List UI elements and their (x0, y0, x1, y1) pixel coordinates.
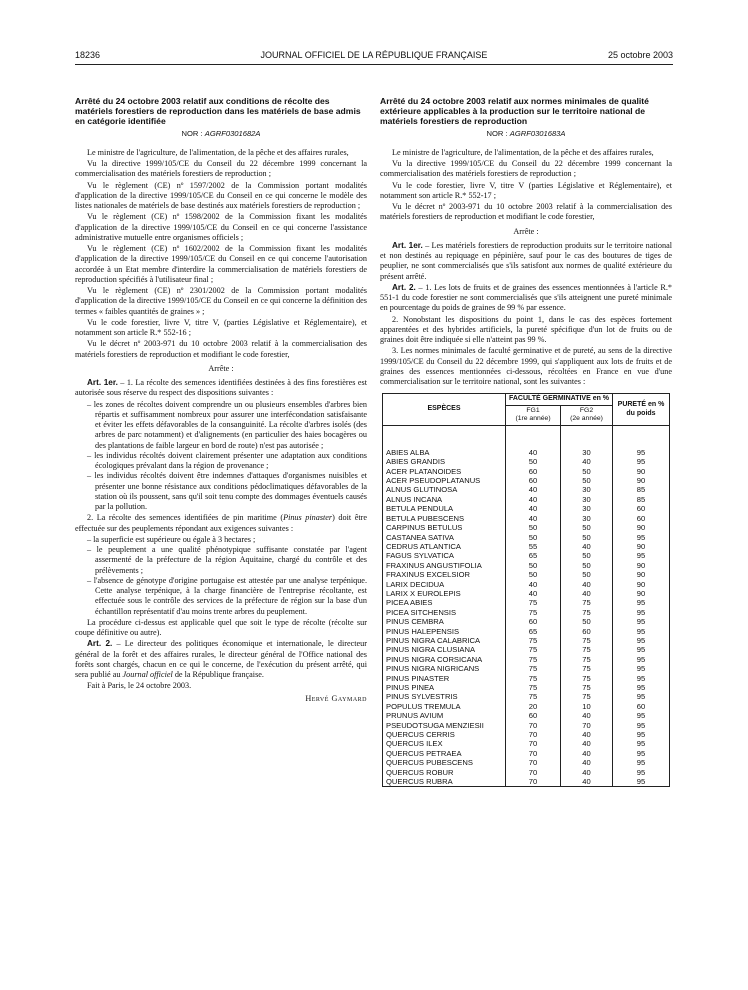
fg2-cell: 75 (561, 645, 613, 654)
article-1 (380, 241, 672, 282)
fg2-cell: 40 (561, 758, 613, 767)
table-row (383, 749, 670, 758)
table-row (383, 570, 670, 579)
col-header-purity: PURETÉ en % du poids (613, 394, 670, 426)
purity-cell: 90 (613, 561, 670, 570)
purity-cell: 95 (613, 551, 670, 560)
purity-cell: 95 (613, 749, 670, 758)
fg1-cell: 50 (506, 523, 561, 532)
fg1-cell: 50 (506, 457, 561, 466)
species-cell: PRUNUS AVIUM (383, 711, 506, 720)
fg1-cell: 40 (506, 504, 561, 513)
purity-cell: 90 (613, 476, 670, 485)
fg2-cell: 75 (561, 636, 613, 645)
list-item: – le peuplement a une qualité phénotypique suffisante constatée par l'agent assermenté de la préfecture de la région Aquitaine, chargé du contrôle et des prélèvements ; (87, 545, 367, 575)
issue-date: 25 octobre 2003 (607, 50, 673, 60)
fg2-cell: 75 (561, 683, 613, 692)
fg1-cell: 75 (506, 664, 561, 673)
fg1-cell: 70 (506, 749, 561, 758)
fg1-cell: 75 (506, 692, 561, 701)
visa-paragraph: Vu le décret nº 2003-971 du 10 octobre 2003 relatif à la commercialisation des matériels forestiers de reproduction et modifiant le code forestier, (380, 202, 672, 222)
fg2-cell: 75 (561, 664, 613, 673)
col-header-germination: FACULTÉ GERMINATIVE en % (506, 394, 613, 406)
purity-cell: 95 (613, 448, 670, 457)
fg2-cell: 10 (561, 702, 613, 711)
visa-paragraph: Le ministre de l'agriculture, de l'alimentation, de la pêche et des affaires rurales, (392, 147, 654, 157)
fg2-cell: 40 (561, 589, 613, 598)
visa-paragraph: Vu le code forestier, livre V, titre V, (parties Législative et Réglementaire), et notamment son article R.* 552-16 ; (75, 317, 367, 338)
fg1-cell: 70 (506, 768, 561, 777)
col-header-fg1: FG1 (1re année) (506, 405, 561, 425)
fg1-cell: 65 (506, 627, 561, 636)
article-text: – 1. Les lots de fruits et de graines des essences mentionnées à l'article R.* 551-1 du code forestier ne sont commercialisés que s'ils atteignent une pureté minimale en pourcentage du poids de graines de 99 % par essence. (380, 282, 672, 313)
species-cell: ALNUS INCANA (383, 495, 506, 504)
table-row (383, 655, 670, 664)
fg2-cell: 40 (561, 768, 613, 777)
species-cell: QUERCUS ILEX (383, 739, 506, 748)
list-item: – les individus récoltés doivent être indemnes d'attaques d'organismes nuisibles et présenter une bonne résistance aux conditions pédoclimatiques défavorables de la station où ils poussent, sans qu'il soit tenu compte des dommages éventuels causés par la pollution. (87, 471, 367, 512)
table-row (383, 702, 670, 711)
purity-cell: 95 (613, 730, 670, 739)
table-row (383, 504, 670, 513)
requirements-list (75, 535, 367, 617)
fg1-cell: 40 (506, 448, 561, 457)
table-row (383, 721, 670, 730)
visa-paragraph: Vu le règlement (CE) nº 2301/2002 de la Commission portant modalités d'application de la directive 1999/105/CE du Conseil en ce qui concerne la définition des termes « faibles quantités de graines » ; (75, 286, 367, 316)
species-cell: PINUS NIGRA NIGRICANS (383, 664, 506, 673)
standards-table (382, 393, 670, 787)
purity-cell: 95 (613, 636, 670, 645)
article-label: Art. 2. (392, 282, 416, 292)
visa-paragraph: Vu le règlement (CE) nº 1598/2002 de la Commission fixant les modalités d'application de la directive 1999/105/CE du Conseil en ce qui concerne l'assistance administrative mutuelle entre organismes officiels ; (75, 212, 367, 242)
purity-cell: 95 (613, 683, 670, 692)
purity-cell: 90 (613, 589, 670, 598)
table-row (383, 485, 670, 494)
fg2-cell: 50 (561, 523, 613, 532)
species-cell: PINUS CEMBRA (383, 617, 506, 626)
fg1-cell: 75 (506, 655, 561, 664)
species-cell: PINUS NIGRA CORSICANA (383, 655, 506, 664)
table-row (383, 551, 670, 560)
purity-cell: 95 (613, 768, 670, 777)
article-2 (380, 283, 672, 314)
table-row (383, 608, 670, 617)
fg2-cell: 40 (561, 730, 613, 739)
species-cell: PINUS SYLVESTRIS (383, 692, 506, 701)
fg2-cell: 50 (561, 617, 613, 626)
fg1-cell: 40 (506, 495, 561, 504)
species-cell: QUERCUS PUBESCENS (383, 758, 506, 767)
table-row (383, 467, 670, 476)
done-at: Fait à Paris, le 24 octobre 2003. (87, 681, 192, 691)
list-item: – la superficie est supérieure ou égale à 3 hectares ; (87, 534, 256, 544)
species-cell: ALNUS GLUTINOSA (383, 485, 506, 494)
list-item: – l'absence de génotype d'origine portugaise est attestée par une analyse terpénique. Cette analyse terpénique, à la charge financière de l'entreprise récoltante, est effectuée sous le contrôle des services de la préfecture de région sur la base d'un échantillon représentatif d'au moins trente arbres du peuplement. (87, 575, 367, 616)
fg1-cell: 75 (506, 598, 561, 607)
table-row (383, 683, 670, 692)
species-cell: FAGUS SYLVATICA (383, 551, 506, 560)
table-row (383, 711, 670, 720)
left-decree-title: Arrêté du 24 octobre 2003 relatif aux conditions de récolte des matériels forestiers de reproduction dans les matériels de base admis en catégorie identifiée (75, 96, 361, 127)
table-row (383, 476, 670, 485)
nor-code: AGRF0301682A (204, 128, 261, 138)
fg1-cell: 20 (506, 702, 561, 711)
species-cell: PSEUDOTSUGA MENZIESII (383, 721, 506, 730)
col-header-fg2: FG2 (2e année) (561, 405, 613, 425)
fg2-cell: 40 (561, 457, 613, 466)
fg2-cell: 30 (561, 495, 613, 504)
fg2-cell: 75 (561, 608, 613, 617)
fg1-cell: 75 (506, 674, 561, 683)
table-row (383, 674, 670, 683)
species-cell: PINUS NIGRA CLUSIANA (383, 645, 506, 654)
fg2-cell: 40 (561, 542, 613, 551)
species-cell: PICEA SITCHENSIS (383, 608, 506, 617)
article-2-point-2: 2. Nonobstant les dispositions du point 1, dans le cas des espèces fortement apparentées et des hybrides artificiels, la pureté spécifique d'un lot de fruits ou de graines doit être indiquée si elle n'atteint pas 99 %. (380, 314, 672, 345)
table-row (383, 692, 670, 701)
fg1-cell: 70 (506, 777, 561, 787)
article-1-point-2: 2. La récolte des semences identifiées de pin maritime (Pinus pinaster) doit être effectuée sur des peuplements répondant aux exigences suivantes : (75, 513, 368, 533)
table-row (383, 523, 670, 532)
purity-cell: 90 (613, 542, 670, 551)
species-cell: FRAXINUS EXCELSIOR (383, 570, 506, 579)
purity-cell: 85 (613, 485, 670, 494)
species-cell: LARIX DECIDUA (383, 580, 506, 589)
purity-cell: 95 (613, 674, 670, 683)
list-item: – les individus récoltés doivent clairement présenter une adaptation aux conditions écologiques prévalant dans la région de provenance ; (87, 450, 367, 471)
fg1-cell: 75 (506, 645, 561, 654)
right-column (380, 96, 672, 787)
visa-paragraph: Le ministre de l'agriculture, de l'alimentation, de la pêche et des affaires rurales, (87, 147, 349, 157)
species-cell: QUERCUS PETRAEA (383, 749, 506, 758)
left-nor-reference (75, 129, 367, 139)
species-cell: CARPINUS BETULUS (383, 523, 506, 532)
article-label: Art. 2. (87, 639, 113, 649)
table-row (383, 598, 670, 607)
fg1-cell: 40 (506, 485, 561, 494)
visa-paragraph: Vu la directive 1999/105/CE du Conseil du 22 décembre 1999 concernant la commercialisation des matériels forestiers de reproduction ; (380, 159, 672, 179)
species-cell: CEDRUS ATLANTICA (383, 542, 506, 551)
purity-cell: 90 (613, 570, 670, 579)
species-cell: CASTANEA SATIVA (383, 533, 506, 542)
species-cell: ABIES GRANDIS (383, 457, 506, 466)
fg2-cell: 40 (561, 749, 613, 758)
purity-cell: 60 (613, 702, 670, 711)
article-2: Art. 2. – Le directeur des politiques économique et internationale, le directeur général de la forêt et des affaires rurales, le directeur général de l'Office national des forêts sont chargés, chacun en ce qui le concerne, de l'exécution du présent arrêté, qui sera publié au Journal officiel de la République française. (75, 639, 367, 680)
table-row (383, 448, 670, 457)
fg1-cell: 60 (506, 711, 561, 720)
table-row (383, 617, 670, 626)
visa-paragraph: Vu le décret nº 2003-971 du 10 octobre 2003 relatif à la commercialisation des matériels forestiers de reproduction et modifiant le code forestier, (75, 339, 367, 359)
list-item: – les zones de récoltes doivent comprendre un ou plusieurs ensembles d'arbres bien répartis et suffisamment nombreux pour assurer une interfécondation satisfaisante et éviter les effets défavorables de la consanguinité. La récolte d'arbres isolés (des arbres de parc notamment) et d'alignements (en particulier des haies bocagères ou des plantations de faible largeur en bord de route) n'est pas autorisée ; (87, 399, 367, 450)
fg2-cell: 40 (561, 580, 613, 589)
purity-cell: 90 (613, 467, 670, 476)
visa-paragraph: Vu le règlement (CE) nº 1597/2002 de la Commission portant modalités d'application de la directive 1999/105/CE du Conseil en ce qui concerne le modèle des listes nationales de matériels de base destinés aux matériels forestiers de reproduction ; (75, 180, 367, 211)
article-2-point-3: 3. Les normes minimales de faculté germinative et de pureté, au sens de la directive 1999/105/CE du Conseil du 22 décembre 1999, qui s'appliquent aux lots de fruits et de graines des essences mentionnées ci-dessous, récoltées en France en vue d'une commercialisation sur le territoire national, sont les suivantes : (380, 346, 672, 387)
fg2-cell: 75 (561, 674, 613, 683)
table-row (383, 514, 670, 523)
fg1-cell: 75 (506, 683, 561, 692)
signature: Hervé Gaymard (305, 693, 367, 703)
fg1-cell: 50 (506, 561, 561, 570)
fg1-cell: 50 (506, 533, 561, 542)
page-number: 18236 (75, 50, 101, 60)
species-cell: PINUS PINEA (383, 683, 506, 692)
nor-code: AGRF0301683A (509, 128, 566, 138)
table-row (383, 730, 670, 739)
table-row (383, 739, 670, 748)
species-cell: ABIES ALBA (383, 448, 506, 457)
fg1-cell: 50 (506, 570, 561, 579)
table-row (383, 580, 670, 589)
header-rule (75, 64, 673, 65)
purity-cell: 95 (613, 617, 670, 626)
species-cell: QUERCUS RUBRA (383, 777, 506, 787)
purity-cell: 95 (613, 664, 670, 673)
purity-cell: 60 (613, 504, 670, 513)
page-header (75, 50, 673, 64)
fg2-cell: 50 (561, 476, 613, 485)
fg2-cell: 40 (561, 777, 613, 787)
fg1-cell: 40 (506, 580, 561, 589)
species-cell: QUERCUS CERRIS (383, 730, 506, 739)
purity-cell: 90 (613, 580, 670, 589)
purity-cell: 95 (613, 457, 670, 466)
species-cell: BETULA PENDULA (383, 504, 506, 513)
species-cell: PINUS HALEPENSIS (383, 627, 506, 636)
table-body (383, 425, 670, 787)
fg1-cell: 70 (506, 758, 561, 767)
fg1-cell: 60 (506, 617, 561, 626)
article-text: – Les matériels forestiers de reproduction produits sur le territoire national et non destinés au repiquage en pépinière, sauf pour le cas des boutures de tiges de peuplier, ne sont commercialisés que s'ils satisfont aux normes de qualité extérieure du présent arrêté. (380, 240, 672, 281)
purity-cell: 95 (613, 692, 670, 701)
species-cell: POPULUS TREMULA (383, 702, 506, 711)
arrete-heading: Arrête : (513, 226, 539, 236)
purity-cell: 95 (613, 655, 670, 664)
fg2-cell: 60 (561, 627, 613, 636)
fg2-cell: 50 (561, 570, 613, 579)
journal-name: Journal officiel (122, 670, 173, 680)
table-row (383, 758, 670, 767)
fg1-cell: 55 (506, 542, 561, 551)
journal-title: JOURNAL OFFICIEL DE LA RÉPUBLIQUE FRANÇAISE (260, 50, 488, 60)
purity-cell: 95 (613, 758, 670, 767)
fg2-cell: 75 (561, 692, 613, 701)
fg2-cell: 70 (561, 721, 613, 730)
fg2-cell: 30 (561, 448, 613, 457)
article-label: Art. 1er. (392, 240, 423, 250)
species-cell: FRAXINUS ANGUSTIFOLIA (383, 561, 506, 570)
species-cell: ACER PLATANOIDES (383, 467, 506, 476)
right-decree-title: Arrêté du 24 octobre 2003 relatif aux normes minimales de qualité extérieure applicables à la production sur le territoire national de matériels forestiers de reproduction (380, 96, 649, 127)
conditions-list (75, 400, 367, 513)
nor-label: NOR : (486, 128, 508, 138)
fg2-cell: 50 (561, 551, 613, 560)
purity-cell: 90 (613, 523, 670, 532)
visa-paragraph: Vu le code forestier, livre V, titre V (parties Législative et Réglementaire), et notamment son article R.* 552-17 ; (380, 180, 672, 200)
purity-cell: 95 (613, 608, 670, 617)
fg1-cell: 40 (506, 589, 561, 598)
purity-cell: 95 (613, 777, 670, 787)
fg2-cell: 75 (561, 655, 613, 664)
purity-cell: 95 (613, 721, 670, 730)
nor-label: NOR : (181, 128, 203, 138)
table-row (383, 777, 670, 787)
col-header-species: ESPÈCES (383, 394, 506, 426)
table-row (383, 542, 670, 551)
species-cell: PINUS PINASTER (383, 674, 506, 683)
fg1-cell: 65 (506, 551, 561, 560)
fg2-cell: 75 (561, 598, 613, 607)
fg1-cell: 70 (506, 721, 561, 730)
article-text: – 1. La récolte des semences identifiées destinées à des fins forestières est autorisée sous réserve du respect des dispositions suivantes : (75, 378, 367, 398)
species-name: Pinus pinaster (283, 513, 333, 523)
species-cell: PICEA ABIES (383, 598, 506, 607)
species-cell: BETULA PUBESCENS (383, 514, 506, 523)
fg1-cell: 60 (506, 476, 561, 485)
table-row (383, 664, 670, 673)
fg1-cell: 40 (506, 514, 561, 523)
fg1-cell: 70 (506, 730, 561, 739)
table-row (383, 636, 670, 645)
fg2-cell: 50 (561, 467, 613, 476)
fg1-cell: 60 (506, 467, 561, 476)
article-label: Art. 1er. (87, 378, 118, 388)
arrete-heading: Arrête : (208, 363, 234, 373)
purity-cell: 60 (613, 514, 670, 523)
purity-cell: 95 (613, 739, 670, 748)
fg2-cell: 30 (561, 485, 613, 494)
fg2-cell: 30 (561, 514, 613, 523)
visa-paragraph: Vu la directive 1999/105/CE du Conseil du 22 décembre 1999 concernant la commercialisation des matériels forestiers de reproduction ; (75, 159, 367, 179)
purity-cell: 95 (613, 627, 670, 636)
table-row (383, 495, 670, 504)
fg2-cell: 30 (561, 504, 613, 513)
purity-cell: 95 (613, 645, 670, 654)
fg1-cell: 75 (506, 608, 561, 617)
species-cell: QUERCUS ROBUR (383, 768, 506, 777)
fg2-cell: 50 (561, 533, 613, 542)
table-row (383, 768, 670, 777)
purity-cell: 95 (613, 533, 670, 542)
fg1-cell: 70 (506, 739, 561, 748)
purity-cell: 95 (613, 711, 670, 720)
table-row (383, 561, 670, 570)
species-cell: LARIX X EUROLEPIS (383, 589, 506, 598)
right-nor-reference (380, 129, 672, 139)
table-row (383, 627, 670, 636)
visa-paragraph: Vu le règlement (CE) nº 1602/2002 de la Commission fixant les modalités d'application de la directive 1999/105/CE du Conseil en ce qui concerne l'autorisation accordée à un Etat membre d'interdire la commercialisation de matériels forestiers de reproduction spécifiés à l'utilisateur final ; (75, 244, 367, 284)
table-row (383, 589, 670, 598)
purity-cell: 95 (613, 598, 670, 607)
table-row (383, 645, 670, 654)
table-row (383, 457, 670, 466)
fg2-cell: 40 (561, 739, 613, 748)
procedure-paragraph: La procédure ci-dessus est applicable quel que soit le type de récolte (récolte sur coupe définitive ou autre). (75, 617, 367, 638)
species-cell: ACER PSEUDOPLATANUS (383, 476, 506, 485)
species-cell: PINUS NIGRA CALABRICA (383, 636, 506, 645)
left-column (75, 96, 367, 704)
article-1 (75, 378, 367, 399)
purity-cell: 85 (613, 495, 670, 504)
fg2-cell: 40 (561, 711, 613, 720)
fg1-cell: 75 (506, 636, 561, 645)
table-row (383, 533, 670, 542)
fg2-cell: 50 (561, 561, 613, 570)
